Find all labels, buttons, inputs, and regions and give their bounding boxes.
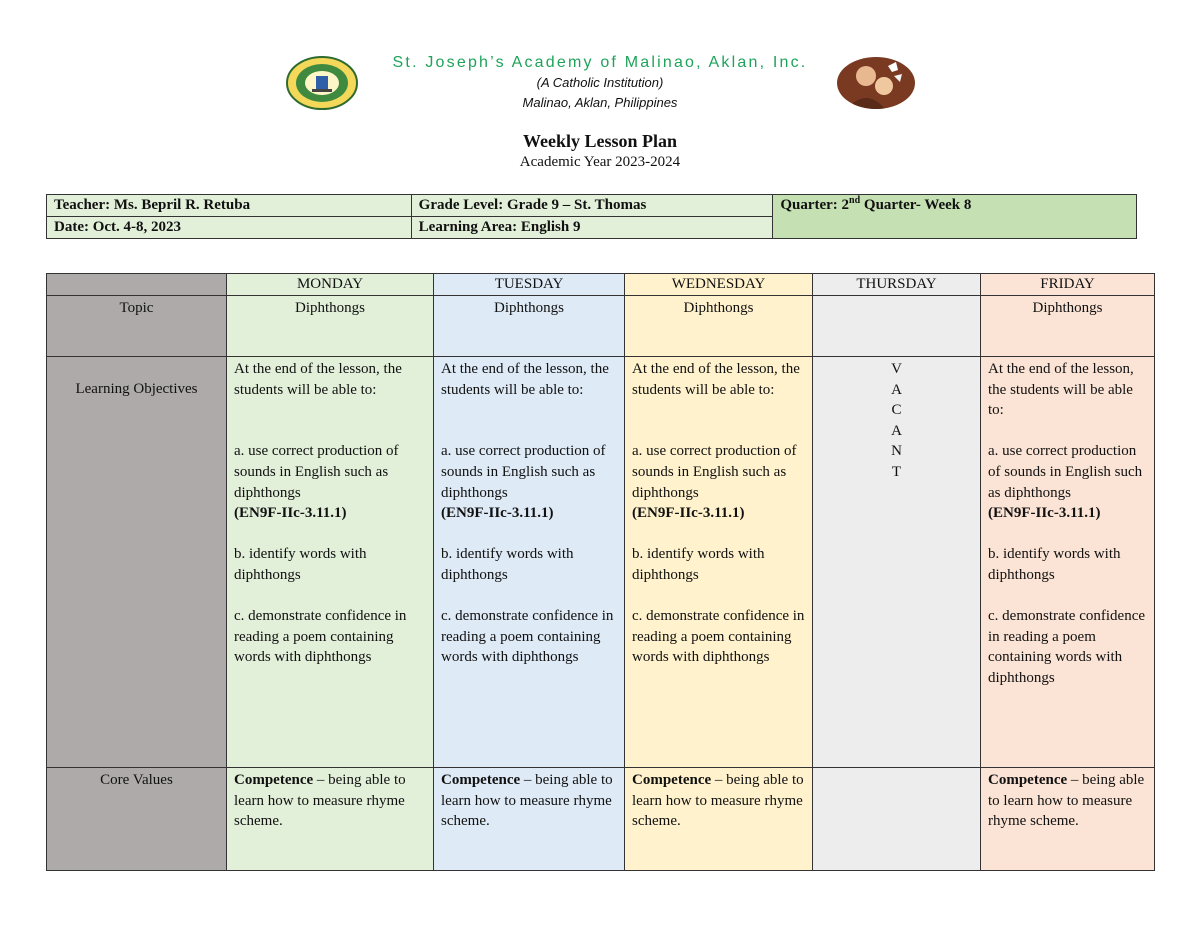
- topic-friday: Diphthongs: [981, 296, 1155, 357]
- quarter-cell: Quarter: 2nd Quarter- Week 8: [773, 195, 1137, 239]
- objective-b: b. identify words with diphthongs: [988, 546, 1121, 583]
- core-values-tuesday: Competence – being able to learn how to measure rhyme scheme.: [434, 768, 625, 871]
- objective-intro: At the end of the lesson, the students will be able to:: [234, 361, 402, 398]
- objectives-tuesday: [434, 357, 625, 768]
- vacant-letter: A: [891, 381, 902, 398]
- weekly-plan-table: [46, 273, 1155, 871]
- objective-a: a. use correct production of sounds in English such as diphthongs: [234, 443, 399, 501]
- objective-intro: At the end of the lesson, the students will be able to:: [632, 361, 800, 398]
- saint-joseph-image: [836, 56, 916, 110]
- day-header-tuesday: TUESDAY: [434, 274, 625, 296]
- objectives-wednesday: [625, 357, 813, 768]
- objective-c: c. demonstrate confidence in reading a poem containing words with diphthongs: [234, 608, 407, 666]
- core-values-friday: Competence – being able to learn how to measure rhyme scheme.: [981, 768, 1155, 871]
- objectives-thursday-vacant: [813, 357, 981, 768]
- objectives-label: Learning Objectives: [47, 357, 227, 768]
- core-values-wednesday: Competence – being able to learn how to measure rhyme scheme.: [625, 768, 813, 871]
- topic-tuesday: Diphthongs: [434, 296, 625, 357]
- objective-b: b. identify words with diphthongs: [441, 546, 574, 583]
- objective-intro: At the end of the lesson, the students will be able to:: [441, 361, 609, 398]
- objective-a-code: (EN9F-IIc-3.11.1): [988, 505, 1101, 522]
- core-values-label: Core Values: [47, 768, 227, 871]
- topic-monday: Diphthongs: [227, 296, 434, 357]
- core-values-thursday: [813, 768, 981, 871]
- school-address: Malinao, Aklan, Philippines: [522, 95, 678, 110]
- school-header: [280, 52, 920, 114]
- objectives-row: [47, 357, 1155, 768]
- document-title: Weekly Lesson Plan: [522, 131, 678, 151]
- vacant-letter: N: [891, 443, 902, 460]
- topic-thursday: [813, 296, 981, 357]
- objective-b: b. identify words with diphthongs: [234, 546, 367, 583]
- objective-a-code: (EN9F-IIc-3.11.1): [441, 505, 554, 522]
- academic-year: Academic Year 2023-2024: [519, 154, 681, 170]
- vacant-letter: A: [891, 422, 902, 439]
- corner-cell: [47, 274, 227, 296]
- day-header-friday: FRIDAY: [981, 274, 1155, 296]
- objective-c: c. demonstrate confidence in reading a poem containing words with diphthongs: [988, 608, 1146, 686]
- info-table: [46, 194, 1137, 239]
- objective-a: a. use correct production of sounds in English such as diphthongs: [441, 443, 606, 501]
- objective-c: c. demonstrate confidence in reading a poem containing words with diphthongs: [632, 608, 805, 666]
- vacant-letter: T: [891, 463, 902, 480]
- objective-c: c. demonstrate confidence in reading a poem containing words with diphthongs: [441, 608, 614, 666]
- objective-b: b. identify words with diphthongs: [632, 546, 765, 583]
- objective-a-code: (EN9F-IIc-3.11.1): [234, 505, 347, 522]
- topic-wednesday: Diphthongs: [625, 296, 813, 357]
- core-values-monday: Competence – being able to learn how to measure rhyme scheme.: [227, 768, 434, 871]
- learning-area-cell: Learning Area: English 9: [411, 217, 773, 239]
- school-type: (A Catholic Institution): [536, 75, 664, 90]
- topic-row: [47, 296, 1155, 357]
- objectives-monday: [227, 357, 434, 768]
- teacher-cell: Teacher: Ms. Bepril R. Retuba: [47, 195, 412, 217]
- objective-a: a. use correct production of sounds in English such as diphthongs: [988, 443, 1143, 501]
- topic-label: Topic: [47, 296, 227, 357]
- core-values-row: [47, 768, 1155, 871]
- objectives-friday: [981, 357, 1155, 768]
- day-header-wednesday: WEDNESDAY: [625, 274, 813, 296]
- objective-intro: At the end of the lesson, the students will be able to:: [988, 361, 1134, 419]
- day-header-thursday: THURSDAY: [813, 274, 981, 296]
- vacant-letter: C: [891, 402, 902, 419]
- objective-a: a. use correct production of sounds in English such as diphthongs: [632, 443, 797, 501]
- objective-a-code: (EN9F-IIc-3.11.1): [632, 505, 745, 522]
- date-cell: Date: Oct. 4-8, 2023: [47, 217, 412, 239]
- day-header-monday: MONDAY: [227, 274, 434, 296]
- vacant-letter: V: [891, 361, 902, 377]
- day-header-row: [47, 274, 1155, 296]
- school-name: St. Joseph’s Academy of Malinao, Aklan, Inc.: [392, 54, 808, 71]
- grade-level-cell: Grade Level: Grade 9 – St. Thomas: [411, 195, 773, 217]
